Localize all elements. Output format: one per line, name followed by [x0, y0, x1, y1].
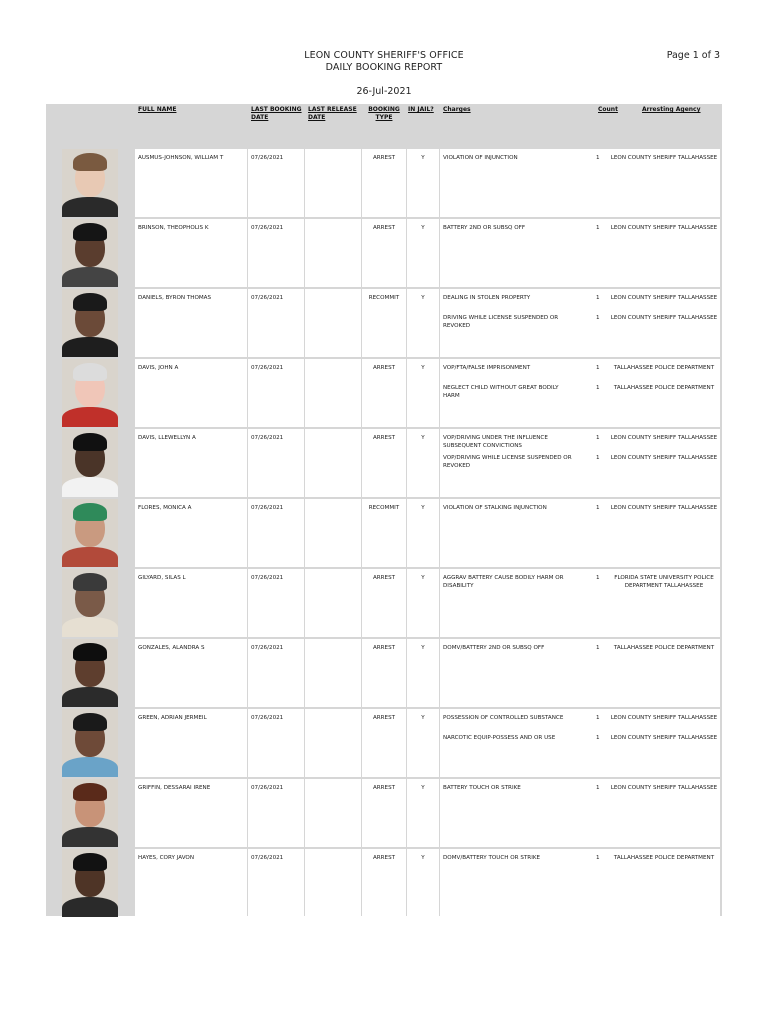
charge-text: BATTERY 2ND OR SUBSQ OFF	[443, 225, 526, 231]
last-booking-date: 07/26/2021	[248, 569, 304, 637]
in-jail: Y	[407, 149, 439, 217]
arresting-agency: LEON COUNTY SHERIFF TALLAHASSEE	[610, 455, 718, 461]
report-title	[0, 50, 768, 74]
charge-text: DOMV/BATTERY 2ND OR SUBSQ OFF	[443, 645, 545, 651]
in-jail: Y	[407, 639, 439, 707]
charge-count: 1	[596, 645, 600, 651]
table-row	[46, 358, 722, 428]
charge-text: VOP/DRIVING UNDER THE INFLUENCE SUBSEQUENT CONVICTIONS	[443, 435, 548, 449]
report-date: 26-Jul-2021	[356, 86, 412, 97]
booking-photo	[62, 289, 118, 357]
table-row	[46, 568, 722, 638]
booking-type: ARREST	[362, 219, 406, 287]
charges-cell	[440, 849, 720, 917]
charge-count: 1	[596, 315, 600, 321]
charge-text: POSSESSION OF CONTROLLED SUBSTANCE	[443, 715, 564, 721]
last-release-date	[305, 429, 361, 497]
last-booking-date: 07/26/2021	[248, 219, 304, 287]
agency-name: LEON COUNTY SHERIFF'S OFFICE	[304, 50, 464, 61]
booking-type: ARREST	[362, 639, 406, 707]
charges-cell	[440, 149, 720, 217]
last-booking-date: 07/26/2021	[248, 709, 304, 777]
table-row	[46, 218, 722, 288]
charge-count: 1	[596, 735, 600, 741]
table-row	[46, 638, 722, 708]
booking-photo	[62, 779, 118, 847]
full-name: DAVIS, LLEWELLYN A	[135, 429, 247, 497]
last-booking-date: 07/26/2021	[248, 289, 304, 357]
charge-count: 1	[596, 225, 600, 231]
charges-cell	[440, 569, 720, 637]
booking-photo	[62, 849, 118, 917]
booking-type: ARREST	[362, 429, 406, 497]
charge-count: 1	[596, 575, 600, 581]
last-release-date	[305, 709, 361, 777]
last-release-date	[305, 219, 361, 287]
charges-cell	[440, 639, 720, 707]
booking-photo	[62, 569, 118, 637]
arresting-agency: TALLAHASSEE POLICE DEPARTMENT	[613, 645, 715, 651]
last-booking-date: 07/26/2021	[248, 639, 304, 707]
charge-text: VIOLATION OF INJUNCTION	[443, 155, 518, 161]
in-jail: Y	[407, 289, 439, 357]
booking-type: RECOMMIT	[362, 289, 406, 357]
last-booking-date: 07/26/2021	[248, 359, 304, 427]
arresting-agency: LEON COUNTY SHERIFF TALLAHASSEE	[610, 295, 718, 301]
charge-count: 1	[596, 295, 600, 301]
full-name: DAVIS, JOHN A	[135, 359, 247, 427]
table-row	[46, 288, 722, 358]
arresting-agency: LEON COUNTY SHERIFF TALLAHASSEE	[610, 735, 718, 741]
in-jail: Y	[407, 429, 439, 497]
full-name: BRINSON, THEOPHOLIS K	[135, 219, 247, 287]
booking-rows	[46, 148, 722, 918]
col-in-jail: IN JAIL?	[408, 106, 434, 113]
in-jail: Y	[407, 359, 439, 427]
charge-text: DEALING IN STOLEN PROPERTY	[443, 295, 531, 301]
charges-cell	[440, 359, 720, 427]
full-name: GRIFFIN, DESSARAI IRENE	[135, 779, 247, 847]
booking-photo	[62, 709, 118, 777]
last-release-date	[305, 639, 361, 707]
last-release-date	[305, 289, 361, 357]
charge-count: 1	[596, 855, 600, 861]
booking-photo	[62, 429, 118, 497]
charges-cell	[440, 779, 720, 847]
charge-count: 1	[596, 715, 600, 721]
charges-cell	[440, 289, 720, 357]
last-release-date	[305, 149, 361, 217]
table-row	[46, 848, 722, 918]
charge-text: NARCOTIC EQUIP-POSSESS AND OR USE	[443, 735, 556, 741]
last-booking-date: 07/26/2021	[248, 429, 304, 497]
charges-cell	[440, 429, 720, 497]
charge-count: 1	[596, 785, 600, 791]
arresting-agency: LEON COUNTY SHERIFF TALLAHASSEE	[610, 155, 718, 161]
booking-type: ARREST	[362, 569, 406, 637]
charge-text: DRIVING WHILE LICENSE SUSPENDED OR REVOKED	[443, 315, 559, 329]
report-name: DAILY BOOKING REPORT	[325, 62, 443, 73]
charge-text: VIOLATION OF STALKING INJUNCTION	[443, 505, 547, 511]
table-row	[46, 778, 722, 848]
last-release-date	[305, 779, 361, 847]
charge-count: 1	[596, 455, 600, 461]
full-name: HAYES, CORY JAVON	[135, 849, 247, 917]
table-row	[46, 148, 722, 218]
full-name: GILYARD, SILAS L	[135, 569, 247, 637]
booking-table	[46, 104, 722, 916]
arresting-agency: LEON COUNTY SHERIFF TALLAHASSEE	[610, 715, 718, 721]
charges-cell	[440, 219, 720, 287]
in-jail: Y	[407, 219, 439, 287]
charge-text: DOMV/BATTERY TOUCH OR STRIKE	[443, 855, 541, 861]
arresting-agency: LEON COUNTY SHERIFF TALLAHASSEE	[610, 315, 718, 321]
booking-type: ARREST	[362, 709, 406, 777]
charge-count: 1	[596, 365, 600, 371]
col-full-name: FULL NAME	[138, 106, 177, 113]
col-arresting-agency: Arresting Agency	[642, 106, 701, 113]
full-name: AUSMUS-JOHNSON, WILLIAM T	[135, 149, 247, 217]
table-row	[46, 708, 722, 778]
table-row	[46, 428, 722, 498]
charge-text: VOP/FTA/FALSE IMPRISONMENT	[443, 365, 531, 371]
arresting-agency: LEON COUNTY SHERIFF TALLAHASSEE	[610, 505, 718, 511]
full-name: DANIELS, BYRON THOMAS	[135, 289, 247, 357]
arresting-agency: TALLAHASSEE POLICE DEPARTMENT	[613, 385, 715, 391]
full-name: GONZALES, ALANDRA S	[135, 639, 247, 707]
booking-type: ARREST	[362, 359, 406, 427]
charge-count: 1	[596, 435, 600, 441]
full-name: FLORES, MONICA A	[135, 499, 247, 567]
charge-text: BATTERY TOUCH OR STRIKE	[443, 785, 521, 791]
arresting-agency: LEON COUNTY SHERIFF TALLAHASSEE	[610, 435, 718, 441]
booking-photo	[62, 149, 118, 217]
col-count: Count	[598, 106, 618, 113]
booking-photo	[62, 499, 118, 567]
last-release-date	[305, 849, 361, 917]
col-last-booking-date: LAST BOOKING DATE	[251, 106, 302, 121]
booking-type: RECOMMIT	[362, 499, 406, 567]
charges-cell	[440, 709, 720, 777]
charges-cell	[440, 499, 720, 567]
charge-count: 1	[596, 385, 600, 391]
col-last-release-date: LAST RELEASE DATE	[308, 106, 357, 121]
last-booking-date: 07/26/2021	[248, 849, 304, 917]
page-number: Page 1 of 3	[666, 50, 720, 61]
booking-photo	[62, 219, 118, 287]
booking-type: ARREST	[362, 849, 406, 917]
charge-text: VOP/DRIVING WHILE LICENSE SUSPENDED OR REVOKED	[443, 455, 572, 469]
last-booking-date: 07/26/2021	[248, 149, 304, 217]
arresting-agency: TALLAHASSEE POLICE DEPARTMENT	[613, 855, 715, 861]
booking-photo	[62, 359, 118, 427]
arresting-agency: TALLAHASSEE POLICE DEPARTMENT	[613, 365, 715, 371]
in-jail: Y	[407, 779, 439, 847]
in-jail: Y	[407, 709, 439, 777]
last-release-date	[305, 499, 361, 567]
booking-type: ARREST	[362, 149, 406, 217]
charge-text: NEGLECT CHILD WITHOUT GREAT BODILY HARM	[443, 385, 559, 399]
last-booking-date: 07/26/2021	[248, 499, 304, 567]
last-release-date	[305, 359, 361, 427]
charge-count: 1	[596, 155, 600, 161]
charge-text: AGGRAV BATTERY CAUSE BODILY HARM OR DISABILITY	[443, 575, 564, 589]
in-jail: Y	[407, 569, 439, 637]
booking-type: ARREST	[362, 779, 406, 847]
arresting-agency: LEON COUNTY SHERIFF TALLAHASSEE	[610, 785, 718, 791]
last-booking-date: 07/26/2021	[248, 779, 304, 847]
full-name: GREEN, ADRIAN JERMEIL	[135, 709, 247, 777]
in-jail: Y	[407, 499, 439, 567]
charge-count: 1	[596, 505, 600, 511]
booking-photo	[62, 639, 118, 707]
in-jail: Y	[407, 849, 439, 917]
col-booking-type: BOOKING TYPE	[368, 106, 400, 121]
arresting-agency: FLORIDA STATE UNIVERSITY POLICE DEPARTMENT TALLAHASSEE	[614, 575, 714, 589]
arresting-agency: LEON COUNTY SHERIFF TALLAHASSEE	[610, 225, 718, 231]
last-release-date	[305, 569, 361, 637]
col-charges: Charges	[443, 106, 471, 113]
table-row	[46, 498, 722, 568]
